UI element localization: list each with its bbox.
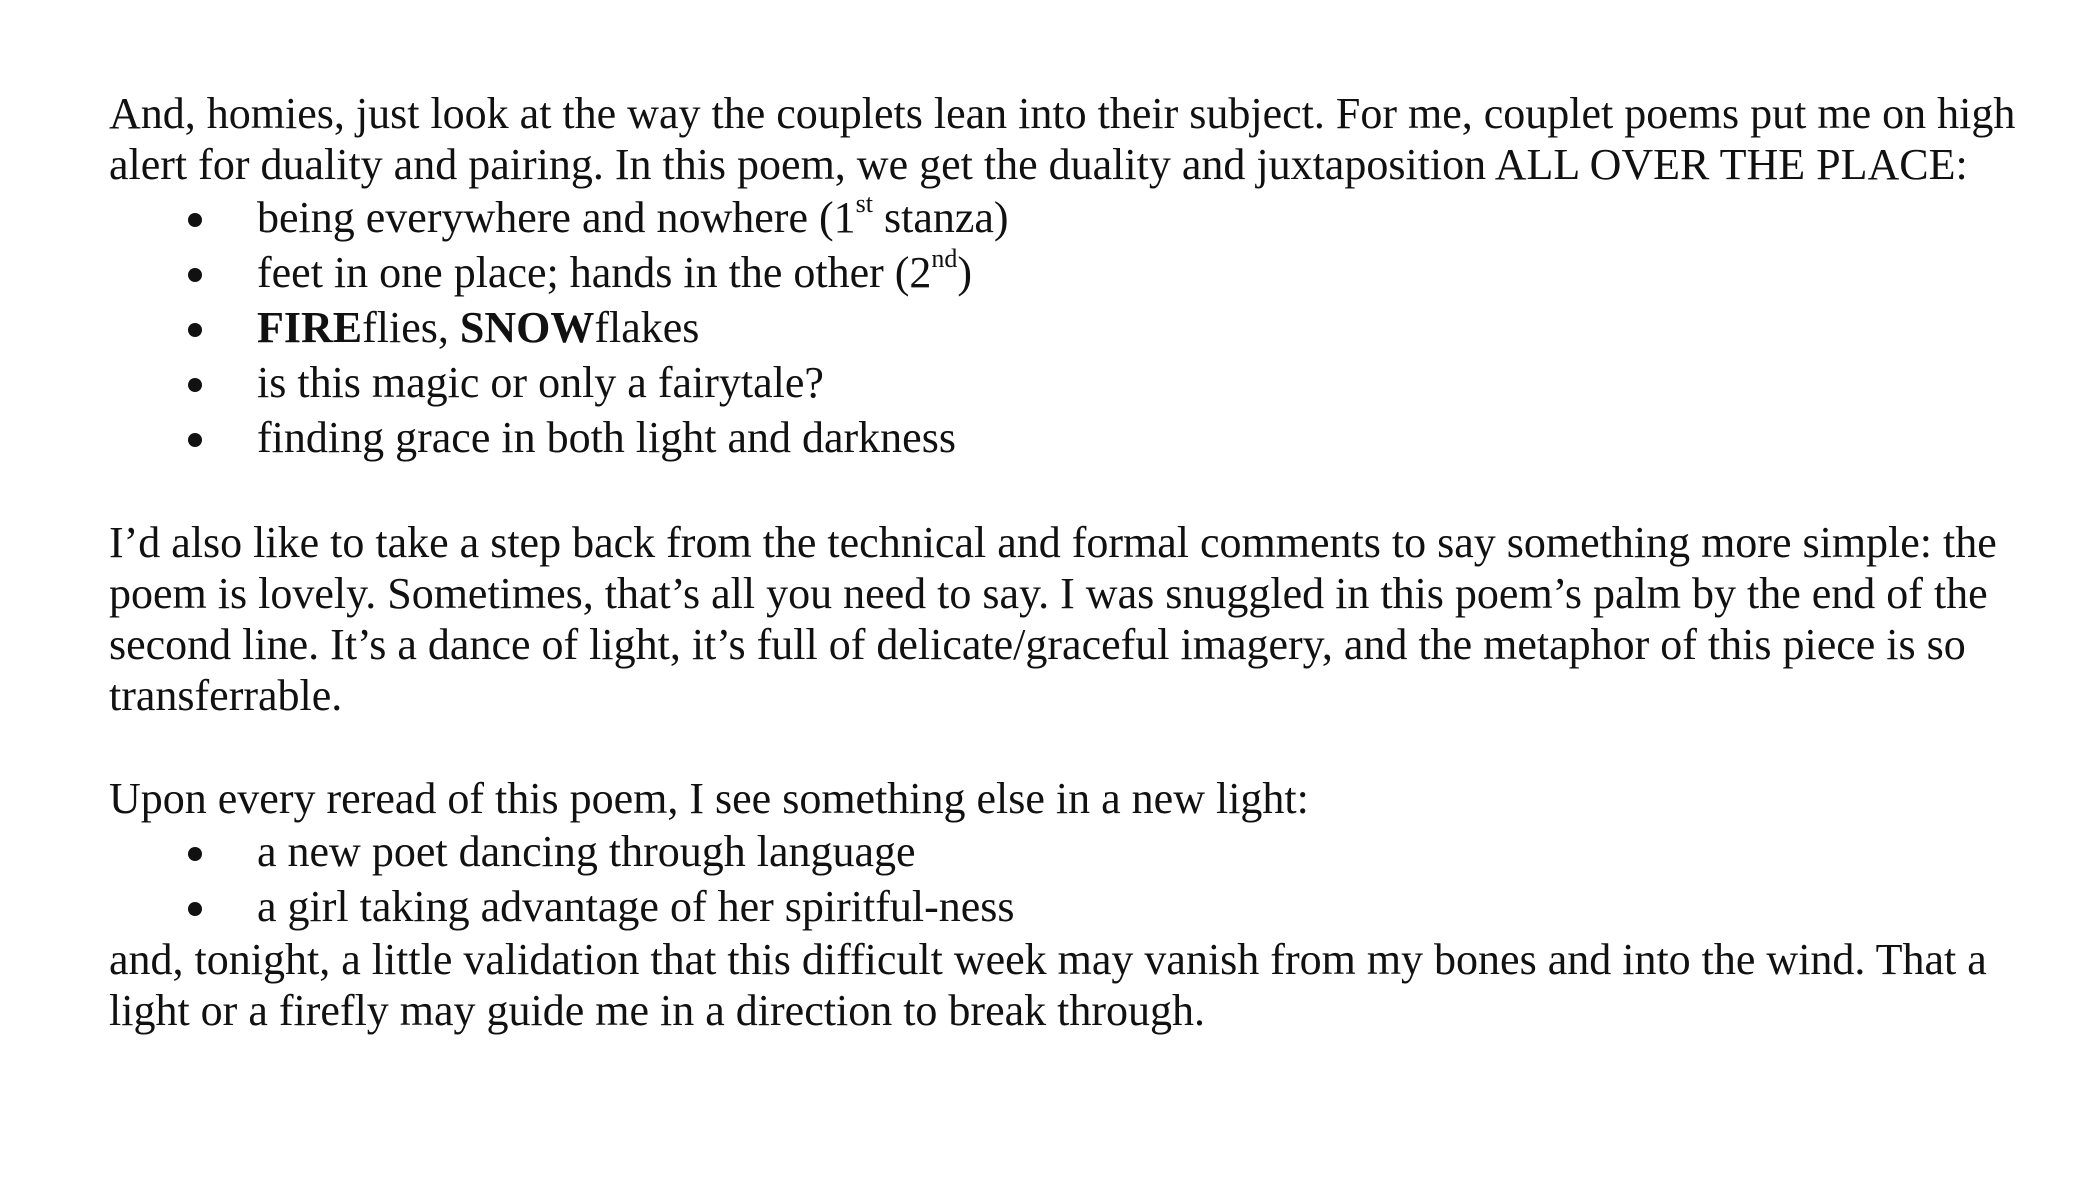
superscript: nd — [931, 244, 958, 274]
paragraph-lovely: I’d also like to take a step back from the technical and formal comments to say something more simple: the poem is lovely. Sometimes, that’s all you need to say. I was snuggled in this poem’s palm by the end of the second line. It’s a dance of light, it’s full of delicate/graceful imagery, and the metaphor of this piece is so transferrable. — [109, 518, 1997, 720]
bullet-icon — [188, 433, 202, 447]
paragraph-spacer — [109, 465, 2029, 517]
list-item-text: a girl taking advantage of her spiritful-ness — [257, 882, 1015, 931]
list-item-text-end: stanza) — [872, 193, 1009, 242]
list-item-text: feet in one place; hands in the other (2 — [257, 248, 932, 297]
duality-list — [109, 190, 2029, 465]
reread-list — [109, 824, 2029, 934]
superscript: st — [855, 189, 873, 219]
paragraph-reread: Upon every reread of this poem, I see something else in a new light: — [109, 774, 1309, 823]
paragraph-validation: and, tonight, a little validation that this difficult week may vanish from my bones and into the wind. That a light or a firefly may guide me in a direction to break through. — [109, 935, 1987, 1035]
list-item-text: flies, — [362, 303, 460, 352]
bullet-icon — [188, 323, 202, 337]
list-item — [109, 410, 2029, 465]
list-item — [109, 300, 2029, 355]
list-item-text-end: flakes — [594, 303, 700, 352]
bold-fire: FIRE — [257, 303, 363, 352]
list-item — [109, 190, 2029, 245]
bullet-icon — [188, 268, 202, 282]
list-item-text: finding grace in both light and darkness — [257, 413, 956, 462]
list-item-text: being everywhere and nowhere (1 — [257, 193, 856, 242]
list-item — [109, 879, 2029, 934]
list-item-text: a new poet dancing through language — [257, 827, 916, 876]
list-item — [109, 824, 2029, 879]
list-item-text-end: ) — [957, 248, 973, 297]
bullet-icon — [188, 847, 202, 861]
bullet-icon — [188, 213, 202, 227]
bold-snow: SNOW — [459, 303, 595, 352]
paragraph-duality: And, homies, just look at the way the couplets lean into their subject. For me, couplet poems put me on high alert for duality and pairing. In this poem, we get the duality and juxtaposition ALL OVER THE PLACE: — [109, 89, 2016, 189]
list-item — [109, 245, 2029, 300]
document-body — [109, 88, 2029, 1036]
list-item-text: is this magic or only a fairytale? — [257, 358, 824, 407]
bullet-icon — [188, 902, 202, 916]
paragraph-spacer — [109, 721, 2029, 773]
bullet-icon — [188, 378, 202, 392]
list-item — [109, 355, 2029, 410]
